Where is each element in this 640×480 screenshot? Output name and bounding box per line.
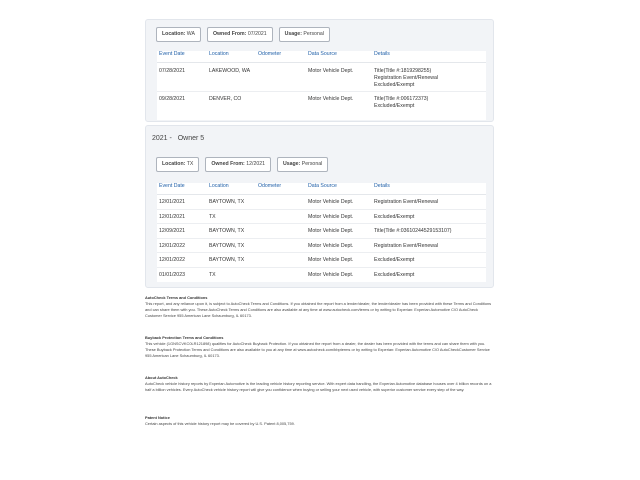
history-table bbox=[157, 183, 486, 282]
location-pill: Location: WA bbox=[156, 27, 201, 42]
patent-title: Patent Notice bbox=[145, 415, 170, 420]
table-row: 12/01/2022 BAYTOWN, TX Motor Vehicle Dept. Excluded/Exempt bbox=[157, 253, 486, 268]
owner-heading: 2021 - Owner 5 bbox=[152, 135, 205, 142]
owned-from-pill: Owned From: 07/2021 bbox=[207, 27, 273, 42]
owner-section-5 bbox=[145, 125, 494, 288]
table-row: 01/01/2023 TX Motor Vehicle Dept. Excluded/Exempt bbox=[159, 271, 415, 278]
terms-paragraph: AutoCheck Terms and Conditions This report, and any reliance upon it, is subject to AutoCheck Terms and Conditions. If you obtained the report from a lender/dealer, the lender/dealer has been provided with these Terms and Conditions and can share them with you. These AutoCheck Terms and Conditions are also available at any time at www.autocheck.com/terms or by writing to Experian: Experian Automotive C/O AutoCheck Customer Service 955 American Lane Schaumburg, IL 60173. bbox=[145, 295, 492, 319]
header-details: Details bbox=[374, 183, 390, 189]
usage-pill: Usage: Personal bbox=[277, 157, 328, 172]
header-data-source: Data Source bbox=[308, 183, 337, 189]
table-header bbox=[157, 51, 486, 63]
owned-from-pill: Owned From: 12/2021 bbox=[205, 157, 271, 172]
table-row: 12/09/2021 BAYTOWN, TX Motor Vehicle Dept. Title(Title #:03610244529153107) bbox=[157, 224, 486, 239]
table-row: 09/28/2021 DENVER, CO Motor Vehicle Dept. Title(Title #:006172373) Excluded/Exempt bbox=[159, 96, 429, 109]
buyback-paragraph: Buyback Protection Terms and Conditions This vehicle (1GNSCVKC0LR121898) qualifies for AutoCheck Buyback Protection. If you obtained the report from a dealer, the dealer has been provided with the terms and can share them with you. These Buyback Protection Terms and Conditions are also available to you at any time at www.autocheck.com/bbpterms or by writing to Experian: Experian Automotive C/O AutoCheckCustomer Service 955 American Lane Schaumburg, IL 60173. bbox=[145, 335, 490, 359]
table-row: 12/01/2021 BAYTOWN, TX Motor Vehicle Dept. Registration Event/Renewal bbox=[157, 195, 486, 210]
header-location: Location bbox=[209, 51, 229, 57]
header-data-source: Data Source bbox=[308, 51, 337, 57]
owner-section-4 bbox=[145, 19, 494, 122]
patent-paragraph: Patent Notice Certain aspects of this vehicle history report may be covered by U.S. Patent 8,005,759. bbox=[145, 415, 295, 427]
table-row: 07/28/2021 LAKEWOOD, WA Motor Vehicle Dept. Title(Title #:1819298255) Registration Event/Renewal Excluded/Exempt bbox=[157, 63, 486, 92]
terms-title: AutoCheck Terms and Conditions bbox=[145, 295, 208, 300]
table-header bbox=[157, 183, 486, 195]
header-odometer: Odometer bbox=[258, 51, 282, 57]
usage-pill: Usage: Personal bbox=[279, 27, 330, 42]
buyback-title: Buyback Protection Terms and Conditions bbox=[145, 335, 224, 340]
header-location: Location bbox=[209, 183, 229, 189]
header-odometer: Odometer bbox=[258, 183, 282, 189]
location-pill: Location: TX bbox=[156, 157, 199, 172]
history-table bbox=[157, 51, 486, 120]
header-event-date: Event Date bbox=[159, 51, 185, 57]
table-row: 12/01/2021 TX Motor Vehicle Dept. Excluded/Exempt bbox=[157, 210, 486, 225]
header-details: Details bbox=[374, 51, 390, 57]
about-title: About AutoCheck bbox=[145, 375, 178, 380]
table-row: 12/01/2022 BAYTOWN, TX Motor Vehicle Dept. Registration Event/Renewal bbox=[157, 239, 486, 254]
about-paragraph: About AutoCheck AutoCheck vehicle history reports by Experian Automotive is the leading vehicle history reporting service. With expert data handling, the Experian Automotive database houses over 4 billion records on a half a billion vehicles. Every AutoCheck vehicle history report will give you confidence when buying or selling your next used vehicle, with superior customer service every step of the way. bbox=[145, 375, 492, 393]
header-event-date: Event Date bbox=[159, 183, 185, 189]
